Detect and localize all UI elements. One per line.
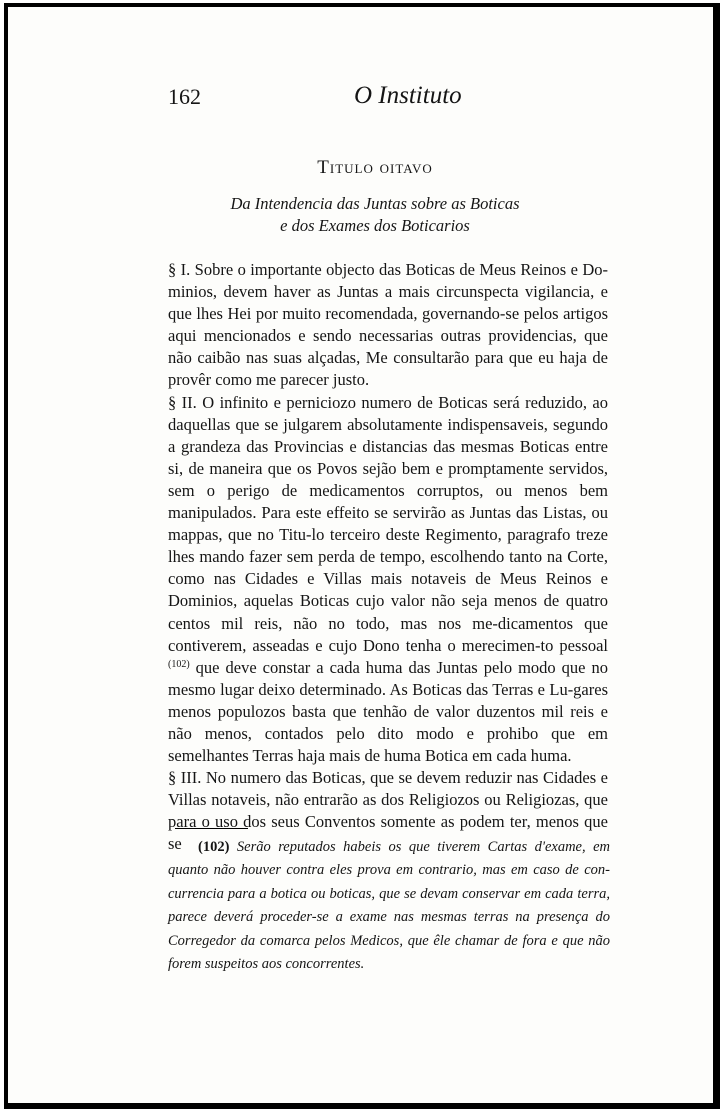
page-number: 162	[168, 84, 201, 109]
section-title: Titulo oitavo	[317, 157, 433, 178]
paragraph-1: § I. Sobre o importante objecto das Boticas de Meus Reinos e Do-minios, devem haver as Juntas a mais circunspecta vigilancia, e que lhes Hei por muito recomendada, governando-se pelos artigos aqui mencionados e sendo necessarias outras providencias, que não caibão nas suas alçadas, Me consultarão para que eu haja de provêr como me parecer justo.	[168, 260, 608, 390]
footnote-reference: (102)	[168, 658, 190, 670]
paragraph-2-part-2: que deve constar a cada huma das Juntas pelo modo que no mesmo lugar deixo determinado. As Boticas das Terras e Lu-gares menos populozos basta que tenhão de valor duzentos mil reis e não menos, contados pelo dito modo e prohibo que em semelhantes Terras haja mais de huma Botica em cada huma.	[168, 657, 608, 766]
footnote-mark: (102)	[198, 839, 230, 855]
page-header	[168, 82, 608, 114]
body-text	[168, 259, 608, 856]
footnote-text: Serão reputados habeis os que tiverem Cartas d'exame, em quanto não houver contra eles prova em contrario, mas em caso de con-currencia para a botica ou boticas, que se devam conservar em cada terra, parece deverá proceder-se a exame nas mesmas terras na presença do Corregedor da comarca pelos Medicos, que êle chamar de fora e que não forem suspeitos aos concorrentes.	[168, 839, 610, 973]
footnote	[168, 836, 610, 976]
footnote-divider	[175, 828, 248, 829]
subtitle-line-2: e dos Exames dos Boticarios	[280, 216, 470, 235]
section-subtitle	[215, 193, 535, 237]
paragraph-2	[168, 392, 608, 768]
paragraph-3: § III. No numero das Boticas, que se devem reduzir nas Cidades e Villas notaveis, não entrarão as dos Religiozos ou Religiozas, que para o uso dos seus Conventos somente as podem ter, menos que se	[168, 768, 608, 854]
subtitle-line-1: Da Intendencia das Juntas sobre as Boticas	[230, 194, 520, 213]
paragraph-2-part-1: § II. O infinito e perniciozo numero de Boticas será reduzido, ao daquellas que se julgarem absolutamente indispensaveis, segundo a grandeza das Provincias e distancias das mesmas Boticas entre si, de maneira que os Povos sejão bem e promptamente servidos, sem o perigo de medicamentos corruptos, ou menos bem manipulados. Para este effeito se servirão as Juntas das Listas, ou mappas, que no Titu-lo terceiro deste Regimento, paragrafo treze lhes mando fazer sem perda de tempo, escolhendo tanto na Corte, como nas Cidades e Villas mais notaveis de Meus Reinos e Dominios, aquelas Boticas cujo valor não seja menos de quatro centos mil reis, não no todo, mas nos me-dicamentos que contiverem, asseadas e cujo Dono tenha o merecimen-to pessoal	[168, 392, 608, 655]
running-title: O Instituto	[354, 82, 462, 109]
